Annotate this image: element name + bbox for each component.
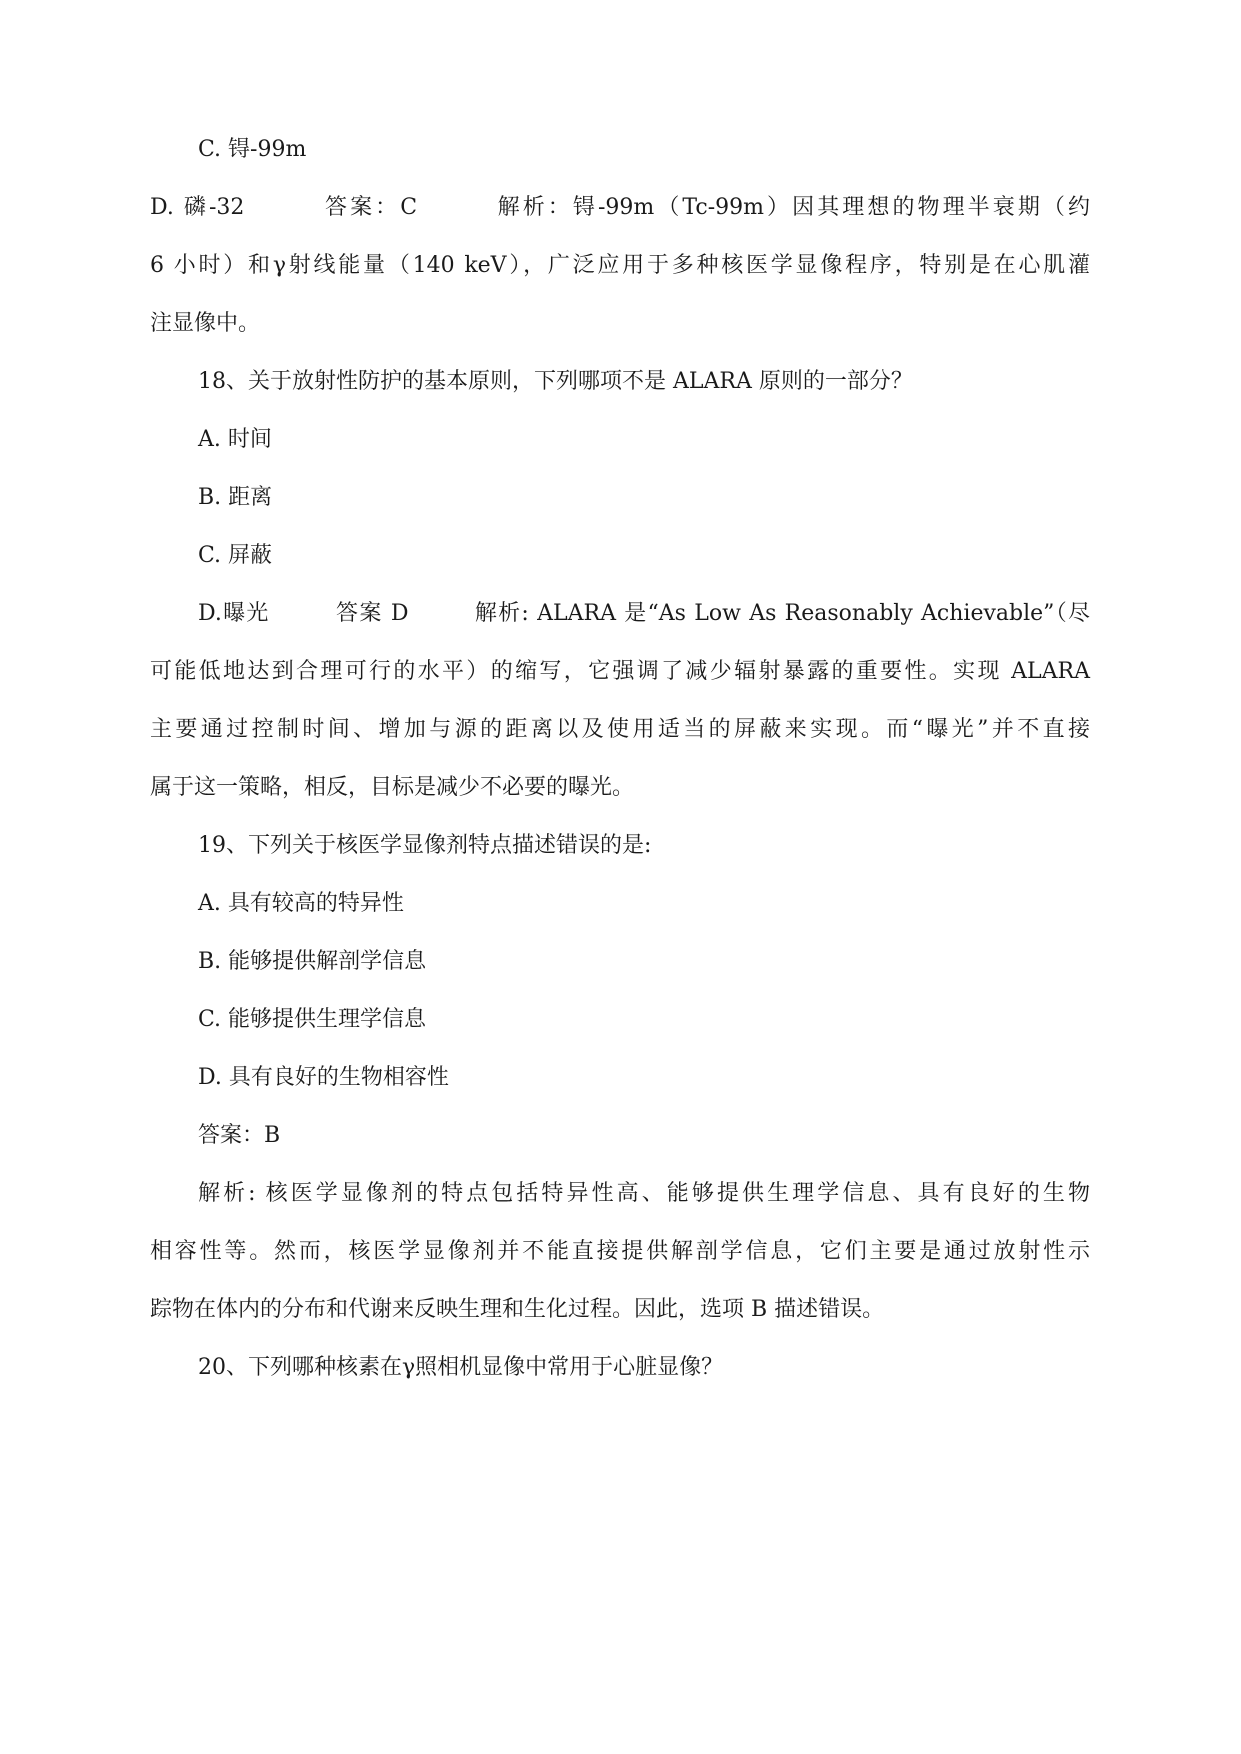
q18-option-d-answer-explanation: D.曝光 答案 D 解析: ALARA 是“As Low As Reasonably Achievable”（尽 xyxy=(198,601,1090,626)
q20-question: 20、下列哪种核素在γ照相机显像中常用于心脏显像？ xyxy=(198,1355,724,1380)
q19-option-b: B. 能够提供解剖学信息 xyxy=(198,949,427,974)
q18-explanation-line-3: 主要通过控制时间、增加与源的距离以及使用适当的屏蔽来实现。而“曝光”并不直接 xyxy=(150,717,1090,742)
q18-question: 18、关于放射性防护的基本原则，下列哪项不是 ALARA 原则的一部分？ xyxy=(198,369,913,394)
q19-question: 19、下列关于核医学显像剂特点描述错误的是: xyxy=(198,833,652,858)
q18-explanation-line-2: 可能低地达到合理可行的水平）的缩写，它强调了减少辐射暴露的重要性。实现 ALARA xyxy=(150,659,1090,684)
q19-explanation-line-2: 相容性等。然而，核医学显像剂并不能直接提供解剖学信息，它们主要是通过放射性示 xyxy=(150,1239,1090,1264)
q19-option-a: A. 具有较高的特异性 xyxy=(198,891,404,916)
q18-option-c: C. 屏蔽 xyxy=(198,543,273,568)
q18-option-a: A. 时间 xyxy=(198,427,272,452)
q19-option-c: C. 能够提供生理学信息 xyxy=(198,1007,427,1032)
q18-option-b: B. 距离 xyxy=(198,485,273,510)
q18-explanation-line-4: 属于这一策略，相反，目标是减少不必要的曝光。 xyxy=(150,775,635,800)
q19-option-d: D. 具有良好的生物相容性 xyxy=(198,1065,449,1090)
q17-explanation-line-3: 注显像中。 xyxy=(150,311,261,336)
q19-explanation-line-3: 踪物在体内的分布和代谢来反映生理和生化过程。因此，选项 B 描述错误。 xyxy=(150,1297,885,1322)
q17-option-c: C. 锝-99m xyxy=(198,137,307,162)
q19-answer: 答案：B xyxy=(198,1123,281,1148)
q17-option-d-answer-explanation: D. 磷-32 答案：C 解析：锝-99m（Tc-99m）因其理想的物理半衰期（约 xyxy=(150,195,1090,220)
q19-explanation-line-1: 解析: 核医学显像剂的特点包括特异性高、能够提供生理学信息、具有良好的生物 xyxy=(198,1181,1090,1206)
q17-explanation-line-2: 6 小时）和γ射线能量（140 keV），广泛应用于多种核医学显像程序，特别是在心肌灌 xyxy=(150,253,1090,278)
